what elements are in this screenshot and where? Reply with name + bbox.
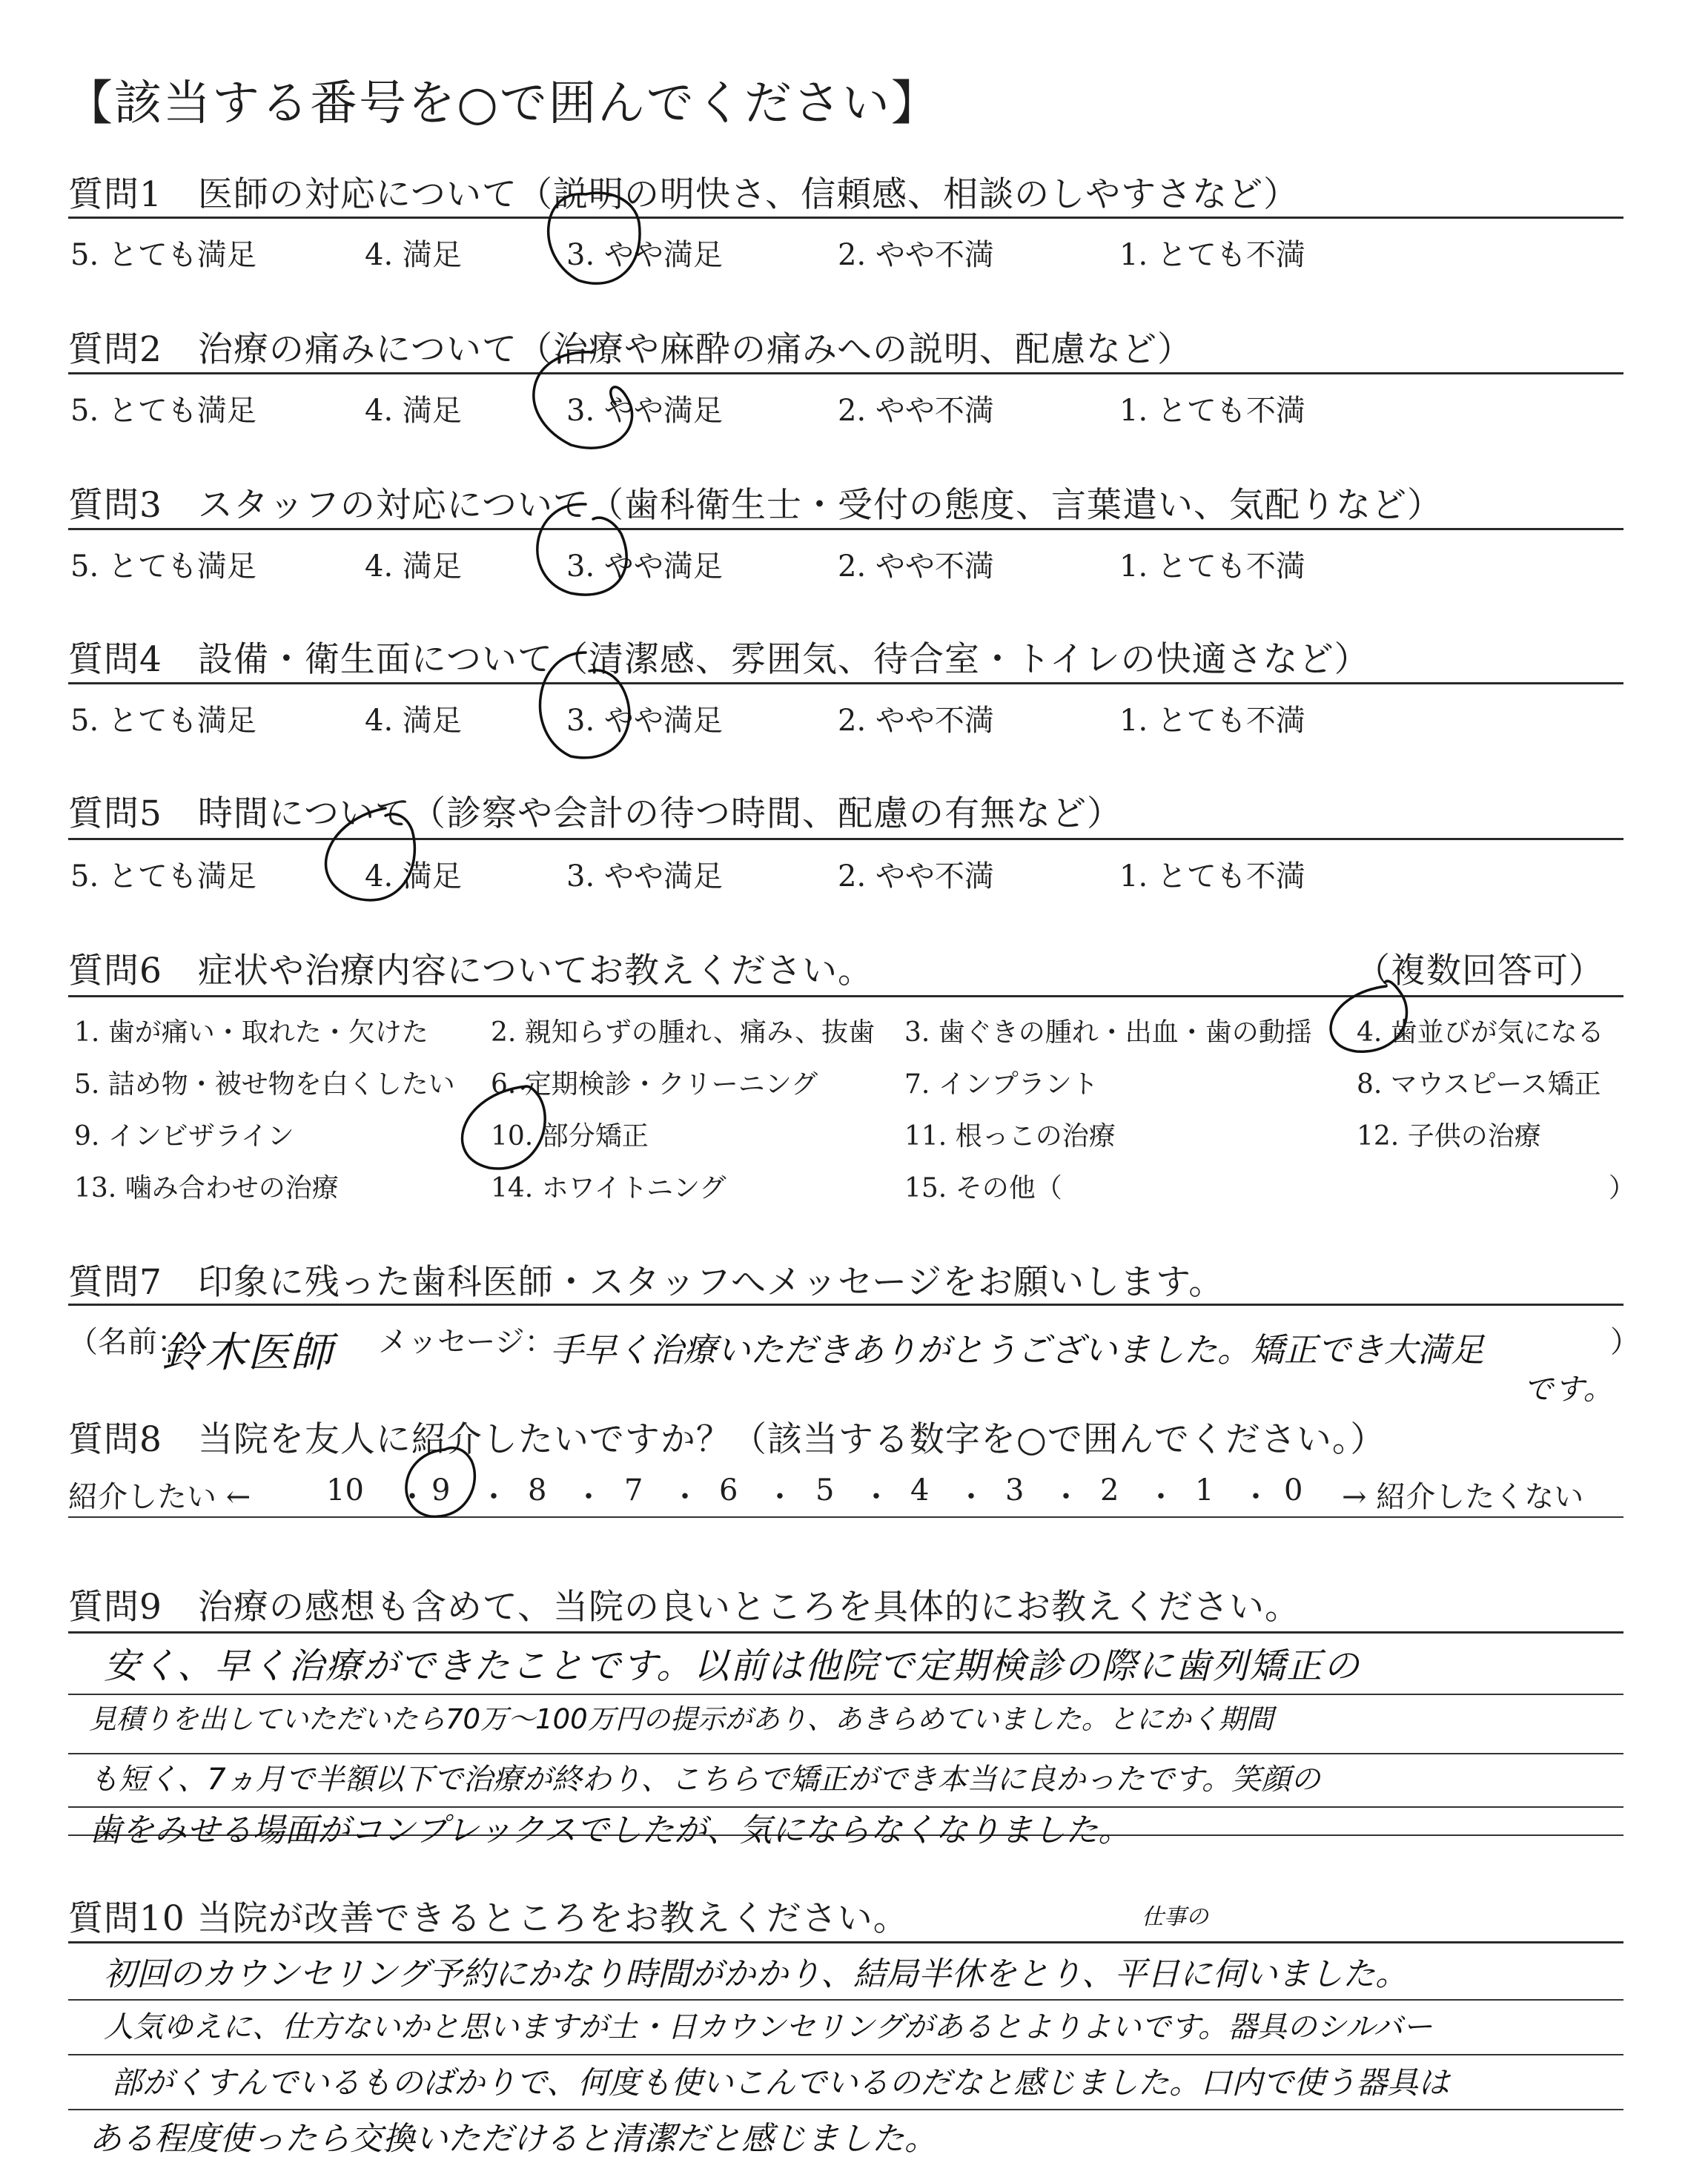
q7-message-handwritten[interactable]: 手早く治療いただきありがとうございました。矯正でき大満足	[550, 1330, 1485, 1370]
q1-option-1[interactable]: 1. とても不満	[1119, 238, 1305, 272]
question-9-label: 質問9 治療の感想も含めて、当院の良いところを具体的にお教えください。	[68, 1587, 1300, 1628]
q6-option-15[interactable]: 15. その他（	[904, 1173, 1062, 1203]
q6-option-4[interactable]: 4. 歯並びが気になる	[1357, 1017, 1604, 1048]
q6-option-10[interactable]: 10. 部分矯正	[491, 1121, 649, 1152]
q8-dot-8: ・	[1051, 1480, 1081, 1514]
q4-option-2[interactable]: 2. やや不満	[838, 704, 994, 738]
q5-option-3[interactable]: 3. やや満足	[566, 859, 723, 894]
q8-scale-7[interactable]: 7	[624, 1473, 643, 1507]
q3-option-4[interactable]: 4. 満足	[365, 549, 462, 584]
q8-left-label: 紹介したい ←	[68, 1480, 251, 1514]
q6-option-15-close: ）	[1609, 1173, 1636, 1203]
question-6-note: （複数回答可）	[1355, 951, 1604, 991]
q6-option-4-circle-mark	[1331, 981, 1406, 1051]
q5-option-4[interactable]: 4. 満足	[365, 859, 462, 894]
q8-scale-4[interactable]: 4	[910, 1473, 930, 1507]
q8-dot-1: ・	[397, 1480, 427, 1514]
q8-dot-3: ・	[574, 1480, 603, 1514]
q2-circle-mark	[534, 352, 632, 448]
q6-option-9[interactable]: 9. インビザライン	[74, 1121, 294, 1152]
q6-option-8[interactable]: 8. マウスピース矯正	[1357, 1069, 1601, 1100]
q6-option-12[interactable]: 12. 子供の治療	[1357, 1121, 1541, 1152]
q8-scale-0[interactable]: 0	[1284, 1473, 1303, 1507]
q2-option-5[interactable]: 5. とても満足	[70, 394, 256, 428]
q8-circle-mark	[406, 1448, 474, 1517]
q8-scale-9[interactable]: 9	[431, 1473, 451, 1507]
q5-option-1[interactable]: 1. とても不満	[1119, 859, 1305, 894]
q10-answer-line-2[interactable]: 人気ゆえに、仕方ないかと思いますが土・日カウンセリングがあるとよりよいです。器具のシルバー	[104, 2010, 1433, 2044]
q8-dot-5: ・	[765, 1480, 795, 1514]
q5-option-5[interactable]: 5. とても満足	[70, 859, 256, 894]
q8-dot-7: ・	[956, 1480, 986, 1514]
q8-scale-2[interactable]: 2	[1100, 1473, 1119, 1507]
q3-option-1[interactable]: 1. とても不満	[1119, 549, 1305, 584]
q5-option-2[interactable]: 2. やや不満	[838, 859, 994, 894]
q3-option-2[interactable]: 2. やや不満	[838, 549, 994, 584]
q1-option-2[interactable]: 2. やや不満	[838, 238, 994, 272]
q8-scale-3[interactable]: 3	[1005, 1473, 1025, 1507]
question-1-label: 質問1 医師の対応について（説明の明快さ、信頼感、相談のしやすさなど）	[68, 174, 1300, 215]
q6-option-1[interactable]: 1. 歯が痛い・取れた・欠けた	[74, 1017, 428, 1048]
q1-option-4[interactable]: 4. 満足	[365, 238, 462, 272]
q8-scale-6[interactable]: 6	[719, 1473, 738, 1507]
question-8-label: 質問8 当院を友人に紹介したいですか？（該当する数字を○で囲んでください。）	[68, 1419, 1386, 1460]
q3-circle-mark	[537, 504, 626, 595]
q8-scale-5[interactable]: 5	[815, 1473, 835, 1507]
q9-answer-line-1[interactable]: 安く、早く治療ができたことです。以前は他院で定期検診の際に歯列矯正の	[104, 1645, 1361, 1687]
q7-message-prefix: メッセージ：	[378, 1325, 555, 1359]
question-3-label: 質問3 スタッフの対応について（歯科衛生士・受付の態度、言葉遣い、気配りなど）	[68, 485, 1443, 526]
q6-option-14[interactable]: 14. ホワイトニング	[491, 1173, 726, 1203]
q6-option-7[interactable]: 7. インプラント	[904, 1069, 1099, 1100]
q1-option-5[interactable]: 5. とても満足	[70, 238, 256, 272]
q3-option-3[interactable]: 3. やや満足	[566, 549, 723, 584]
q6-option-6[interactable]: 6. 定期検診・クリーニング	[491, 1069, 818, 1100]
q1-option-3[interactable]: 3. やや満足	[566, 238, 723, 272]
q8-scale-8[interactable]: 8	[528, 1473, 547, 1507]
q4-option-3[interactable]: 3. やや満足	[566, 704, 723, 738]
q3-option-5[interactable]: 5. とても満足	[70, 549, 256, 584]
form-title: 【該当する番号を○で囲んでください】	[65, 76, 940, 131]
q4-option-1[interactable]: 1. とても不満	[1119, 704, 1305, 738]
q6-option-11[interactable]: 11. 根っこの治療	[904, 1121, 1116, 1152]
q5-circle-mark	[326, 808, 415, 900]
q6-option-5[interactable]: 5. 詰め物・被せ物を白くしたい	[74, 1069, 455, 1100]
q8-dot-4: ・	[670, 1480, 700, 1514]
q2-option-1[interactable]: 1. とても不満	[1119, 394, 1305, 428]
q7-message-suffix[interactable]: です。	[1523, 1373, 1615, 1407]
q8-scale-1[interactable]: 1	[1195, 1473, 1214, 1507]
q10-answer-line-4[interactable]: ある程度使ったら交換いただけると清潔だと感じました。	[89, 2120, 937, 2158]
q4-option-4[interactable]: 4. 満足	[365, 704, 462, 738]
q8-dot-2: ・	[479, 1480, 509, 1514]
question-6-label: 質問6 症状や治療内容についてお教えください。	[68, 951, 873, 991]
q2-option-2[interactable]: 2. やや不満	[838, 394, 994, 428]
q4-circle-mark	[540, 653, 629, 758]
q9-answer-line-3[interactable]: も短く、7ヵ月で半額以下で治療が終わり、こちらで矯正ができ本当に良かったです。笑顔の	[89, 1763, 1321, 1797]
q10-insert-note[interactable]: 仕事の	[1142, 1904, 1208, 1930]
q9-answer-line-2[interactable]: 見積りを出していただいたら70万〜100万円の提示があり、あきらめていました。とにかく期間	[89, 1703, 1274, 1735]
q8-dot-10: ・	[1241, 1480, 1271, 1514]
q8-dot-6: ・	[861, 1480, 891, 1514]
q8-dot-9: ・	[1146, 1480, 1176, 1514]
question-2-label: 質問2 治療の痛みについて（治療や麻酔の痛みへの説明、配慮など）	[68, 329, 1194, 370]
q6-option-13[interactable]: 13. 噛み合わせの治療	[74, 1173, 339, 1203]
question-10-label: 質問10 当院が改善できるところをお教えください。	[68, 1898, 909, 1939]
q10-answer-line-1[interactable]: 初回のカウンセリング予約にかなり時間がかかり、結局半休をとり、平日に伺いました。	[104, 1955, 1409, 1993]
q6-option-10-circle-mark	[463, 1086, 546, 1169]
q8-right-label: → 紹介したくない	[1342, 1480, 1584, 1514]
q6-option-3[interactable]: 3. 歯ぐきの腫れ・出血・歯の動揺	[904, 1017, 1312, 1048]
q9-answer-line-4[interactable]: 歯をみせる場面がコンプレックスでしたが、気にならなくなりました。	[89, 1811, 1131, 1849]
q1-circle-mark	[549, 193, 640, 283]
question-5-label: 質問5 時間について（診察や会計の待つ時間、配慮の有無など）	[68, 793, 1122, 834]
q2-option-3[interactable]: 3. やや満足	[566, 394, 723, 428]
q10-answer-line-3[interactable]: 部がくすんでいるものばかりで、何度も使いこんでいるのだなと感じました。口内で使う器具は	[111, 2064, 1450, 2101]
q4-option-5[interactable]: 5. とても満足	[70, 704, 256, 738]
q7-name-handwritten[interactable]: 鈴木医師	[162, 1329, 334, 1377]
question-4-label: 質問4 設備・衛生面について（清潔感、雰囲気、待合室・トイレの快適さなど）	[68, 639, 1370, 680]
question-7-label: 質問7 印象に残った歯科医師・スタッフへメッセージをお願いします。	[68, 1262, 1225, 1303]
q7-name-prefix: （名前：	[68, 1325, 187, 1359]
q6-option-2[interactable]: 2. 親知らずの腫れ、痛み、抜歯	[491, 1017, 875, 1048]
q7-close-paren: ）	[1610, 1325, 1640, 1359]
q8-scale-10[interactable]: 10	[326, 1473, 364, 1507]
q2-option-4[interactable]: 4. 満足	[365, 394, 462, 428]
